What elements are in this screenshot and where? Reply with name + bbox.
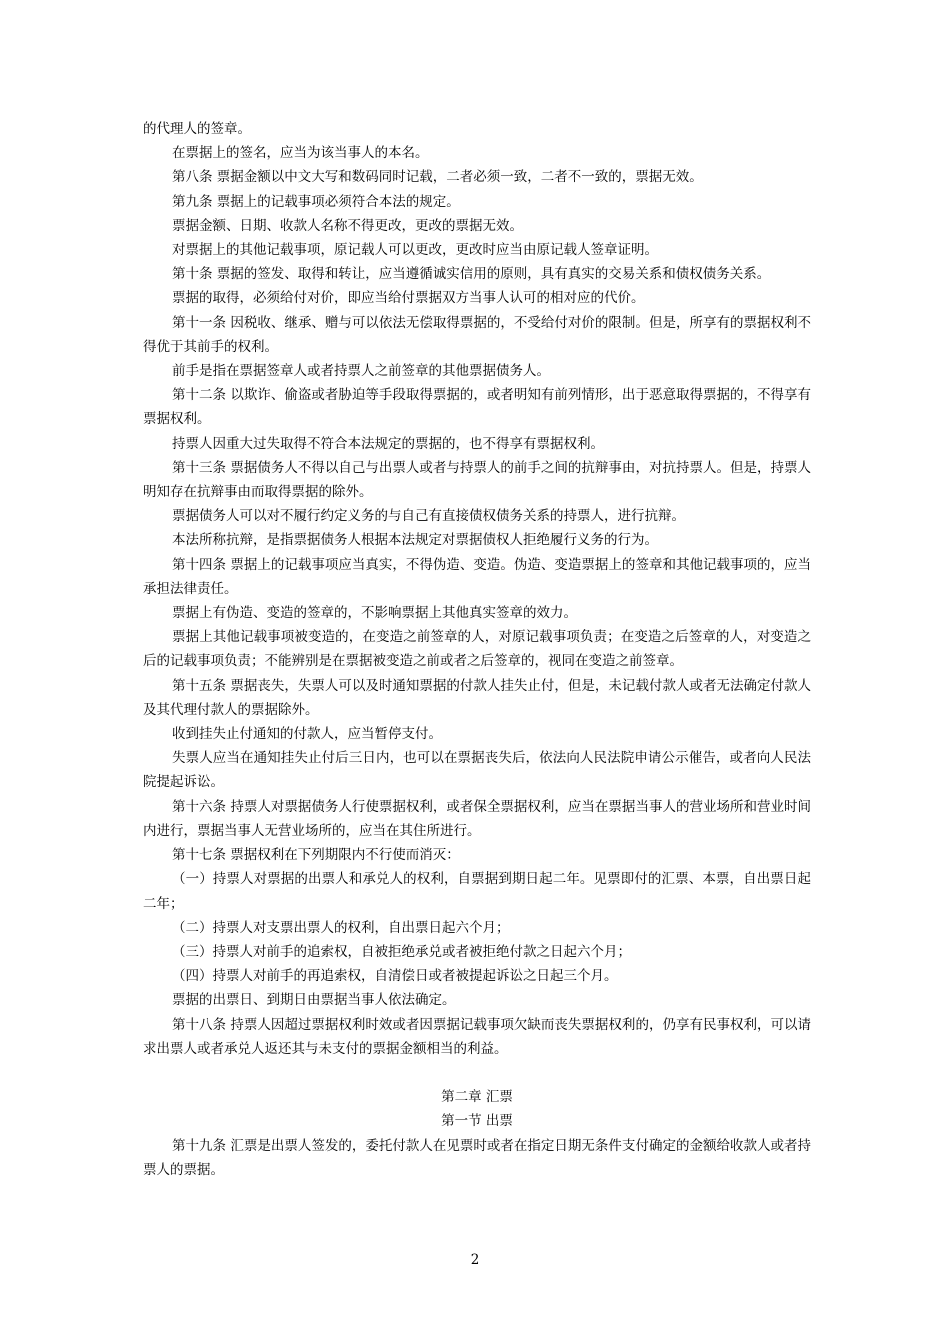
blank-line bbox=[143, 1061, 811, 1085]
paragraph: （三）持票人对前手的追索权，自被拒绝承兑或者被拒绝付款之日起六个月； bbox=[172, 943, 631, 960]
paragraph: 票据上其他记载事项被变造的，在变造之前签章的人，对原记载事项负责；在变造之后签章的人，对变造之后的记载事项负责；不能辨别是在票据被变造之前或者之后签章的，视同在变造之前签章。 bbox=[143, 629, 811, 670]
paragraph: （四）持票人对前手的再追索权，自清偿日或者被提起诉讼之日起三个月。 bbox=[172, 968, 618, 985]
paragraph: 对票据上的其他记载事项，原记载人可以更改，更改时应当由原记载人签章证明。 bbox=[172, 242, 658, 259]
paragraph: 第十四条 票据上的记载事项应当真实，不得伪造、变造。伪造、变造票据上的签章和其他记载事项的，应当承担法律责任。 bbox=[143, 556, 811, 597]
paragraph: （二）持票人对支票出票人的权利，自出票日起六个月； bbox=[172, 919, 510, 936]
paragraph: 第十三条 票据债务人不得以自己与出票人或者与持票人的前手之间的抗辩事由，对抗持票人。但是，持票人明知存在抗辩事由而取得票据的除外。 bbox=[143, 459, 811, 501]
chapter-title: 第二章 汇票 bbox=[441, 1089, 513, 1106]
paragraph: 前手是指在票据签章人或者持票人之前签章的其他票据债务人。 bbox=[172, 363, 550, 380]
paragraph: 票据的出票日、到期日由票据当事人依法确定。 bbox=[172, 992, 456, 1009]
paragraph: 票据金额、日期、收款人名称不得更改，更改的票据无效。 bbox=[172, 217, 523, 234]
paragraph: 票据的取得，必须给付对价，即应当给付票据双方当事人认可的相对应的代价。 bbox=[172, 290, 645, 307]
body-paragraphs bbox=[143, 117, 811, 1061]
paragraph: 第十六条 持票人对票据债务人行使票据权利，或者保全票据权利，应当在票据当事人的营业场所和营业时间内进行，票据当事人无营业场所的，应当在其住所进行。 bbox=[143, 798, 811, 839]
section-paragraphs bbox=[143, 1134, 811, 1182]
paragraph: 本法所称抗辩，是指票据债务人根据本法规定对票据债权人拒绝履行义务的行为。 bbox=[172, 532, 658, 549]
paragraph: （一）持票人对票据的出票人和承兑人的权利，自票据到期日起二年。见票即付的汇票、本票，自出票日起二年； bbox=[143, 871, 811, 912]
paragraph: 票据上有伪造、变造的签章的，不影响票据上其他真实签章的效力。 bbox=[172, 605, 577, 622]
paragraph: 第十八条 持票人因超过票据权利时效或者因票据记载事项欠缺而丧失票据权利的，仍享有民事权利，可以请求出票人或者承兑人返还其与未支付的票据金额相当的利益。 bbox=[143, 1016, 811, 1057]
page-content bbox=[143, 117, 811, 1182]
paragraph: 第十七条 票据权利在下列期限内不行使而消灭： bbox=[172, 847, 460, 864]
paragraph: 收到挂失止付通知的付款人，应当暂停支付。 bbox=[172, 726, 442, 743]
paragraph: 第十九条 汇票是出票人签发的，委托付款人在见票时或者在指定日期无条件支付确定的金额给收款人或者持票人的票据。 bbox=[143, 1137, 811, 1178]
paragraph: 第十一条 因税收、继承、赠与可以依法无偿取得票据的，不受给付对价的限制。但是，所享有的票据权利不得优于其前手的权利。 bbox=[143, 314, 811, 355]
paragraph: 的代理人的签章。 bbox=[143, 121, 251, 137]
section-title: 第一节 出票 bbox=[441, 1113, 513, 1130]
paragraph: 第九条 票据上的记载事项必须符合本法的规定。 bbox=[172, 193, 460, 210]
paragraph: 在票据上的签名，应当为该当事人的本名。 bbox=[172, 145, 429, 162]
paragraph: 第十五条 票据丧失，失票人可以及时通知票据的付款人挂失止付，但是，未记载付款人或者无法确定付款人及其代理付款人的票据除外。 bbox=[143, 677, 811, 718]
paragraph: 第八条 票据金额以中文大写和数码同时记载，二者必须一致，二者不一致的，票据无效。 bbox=[172, 169, 703, 186]
paragraph: 第十条 票据的签发、取得和转让，应当遵循诚实信用的原则，具有真实的交易关系和债权债务关系。 bbox=[172, 266, 771, 283]
paragraph: 第十二条 以欺诈、偷盗或者胁迫等手段取得票据的，或者明知有前列情形，出于恶意取得票据的，不得享有票据权利。 bbox=[143, 387, 811, 428]
page-number: 2 bbox=[470, 1252, 480, 1268]
paragraph: 失票人应当在通知挂失止付后三日内，也可以在票据丧失后，依法向人民法院申请公示催告，或者向人民法院提起诉讼。 bbox=[143, 750, 811, 791]
paragraph: 持票人因重大过失取得不符合本法规定的票据的，也不得享有票据权利。 bbox=[172, 435, 604, 452]
paragraph: 票据债务人可以对不履行约定义务的与自己有直接债权债务关系的持票人，进行抗辩。 bbox=[172, 508, 685, 525]
